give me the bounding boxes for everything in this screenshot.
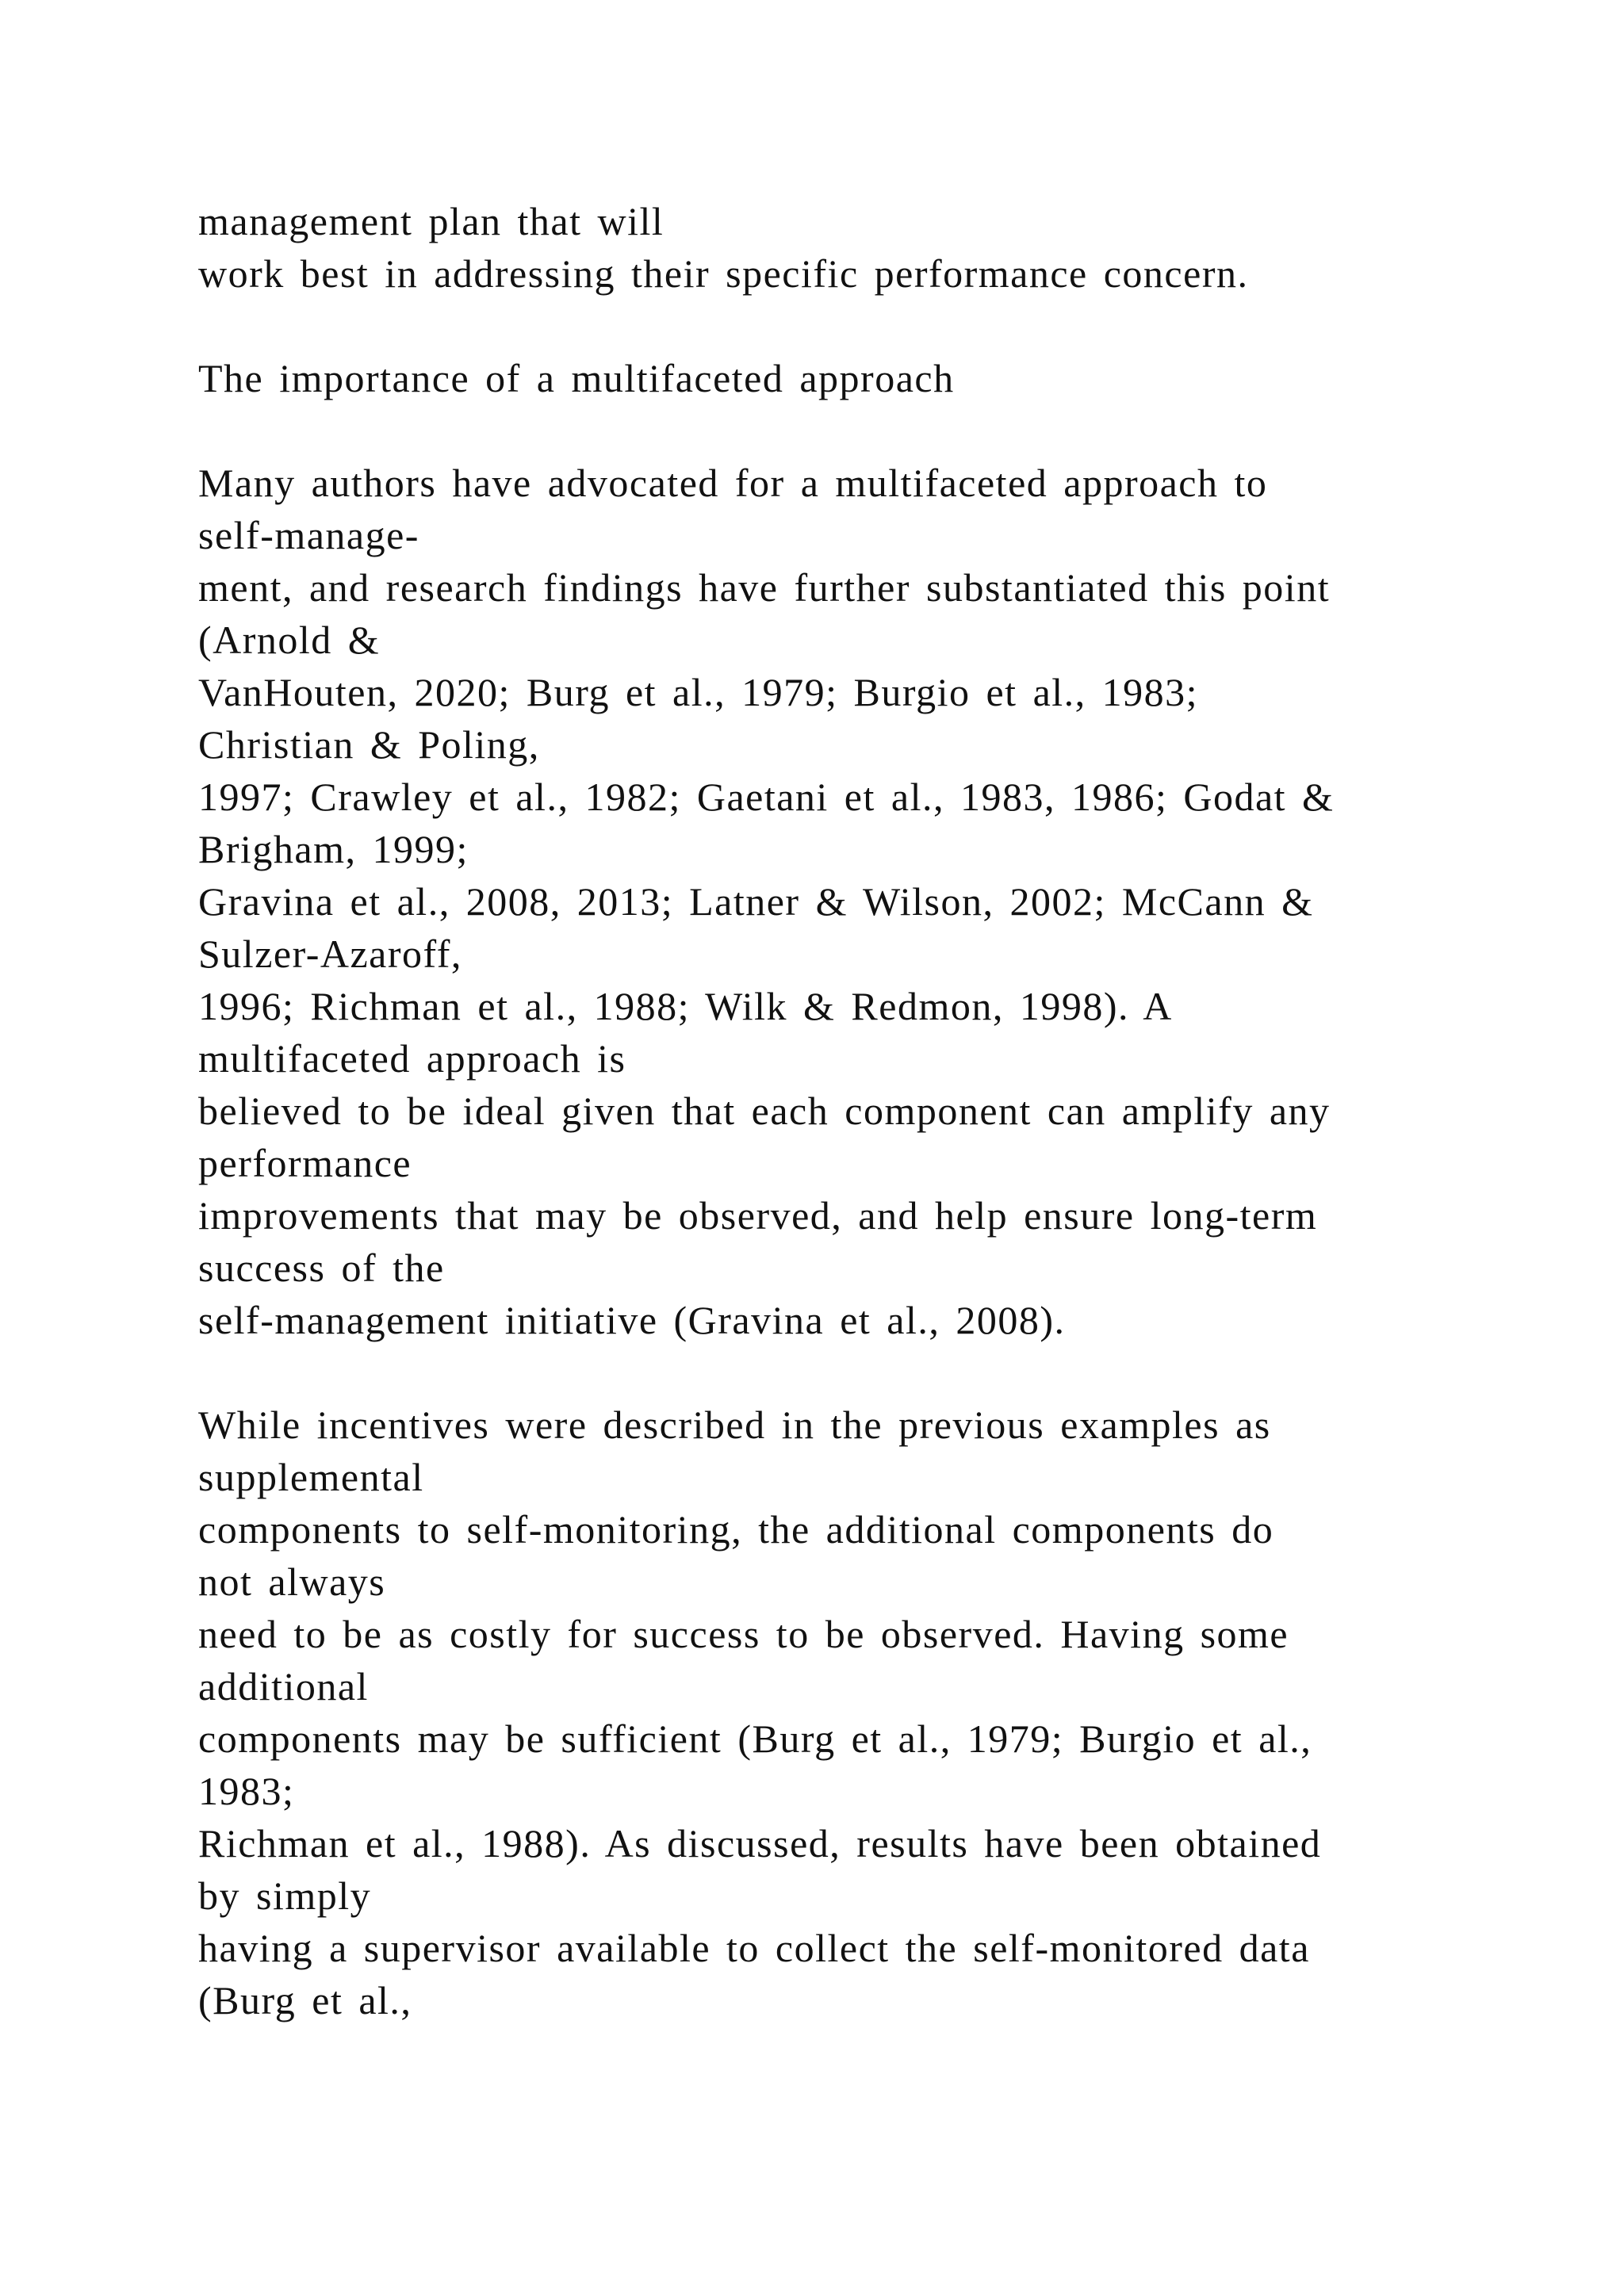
section-heading: The importance of a multifaceted approach <box>198 356 955 400</box>
text-line: Many authors have advocated for a multifaceted approach to <box>198 461 1268 505</box>
text-line: multifaceted approach is <box>198 1036 626 1081</box>
text-line: Gravina et al., 2008, 2013; Latner & Wilson, 2002; McCann & <box>198 879 1314 924</box>
blank-line <box>198 404 1546 457</box>
text-line: 1983; <box>198 1769 295 1813</box>
text-line: ment, and research findings have further substantiated this point <box>198 565 1331 610</box>
text-line: work best in addressing their specific performance concern. <box>198 251 1249 296</box>
text-line: self-manage- <box>198 513 419 557</box>
text-line: Brigham, 1999; <box>198 827 469 871</box>
text-line: While incentives were described in the previous examples as <box>198 1402 1271 1447</box>
text-line: (Burg et al., <box>198 1978 412 2022</box>
text-line: components may be sufficient (Burg et al., 1979; Burgio et al., <box>198 1716 1312 1761</box>
text-line: need to be as costly for success to be observed. Having some <box>198 1612 1289 1656</box>
text-line: components to self-monitoring, the additional components do <box>198 1507 1274 1552</box>
text-line: (Arnold & <box>198 618 381 662</box>
text-line: Christian & Poling, <box>198 722 540 767</box>
document-body <box>198 195 1546 2026</box>
text-line: additional <box>198 1664 369 1709</box>
text-line: self-management initiative (Gravina et al., 2008). <box>198 1298 1066 1342</box>
text-line: having a supervisor available to collect the self-monitored data <box>198 1926 1310 1970</box>
text-line: management plan that will <box>198 199 665 243</box>
text-line: success of the <box>198 1246 445 1290</box>
blank-line <box>198 1346 1546 1399</box>
text-line: not always <box>198 1559 386 1604</box>
text-line: performance <box>198 1141 412 1185</box>
text-line: Sulzer-Azaroff, <box>198 932 462 976</box>
text-line: Richman et al., 1988). As discussed, results have been obtained <box>198 1821 1322 1866</box>
text-line: improvements that may be observed, and help ensure long-term <box>198 1193 1318 1238</box>
text-line: 1997; Crawley et al., 1982; Gaetani et al., 1983, 1986; Godat & <box>198 775 1335 819</box>
text-line: supplemental <box>198 1455 424 1499</box>
text-line: believed to be ideal given that each component can amplify any <box>198 1089 1331 1133</box>
text-line: VanHouten, 2020; Burg et al., 1979; Burgio et al., 1983; <box>198 670 1199 714</box>
text-line: 1996; Richman et al., 1988; Wilk & Redmon, 1998). A <box>198 984 1173 1028</box>
text-line: by simply <box>198 1873 372 1918</box>
blank-line <box>198 300 1546 352</box>
